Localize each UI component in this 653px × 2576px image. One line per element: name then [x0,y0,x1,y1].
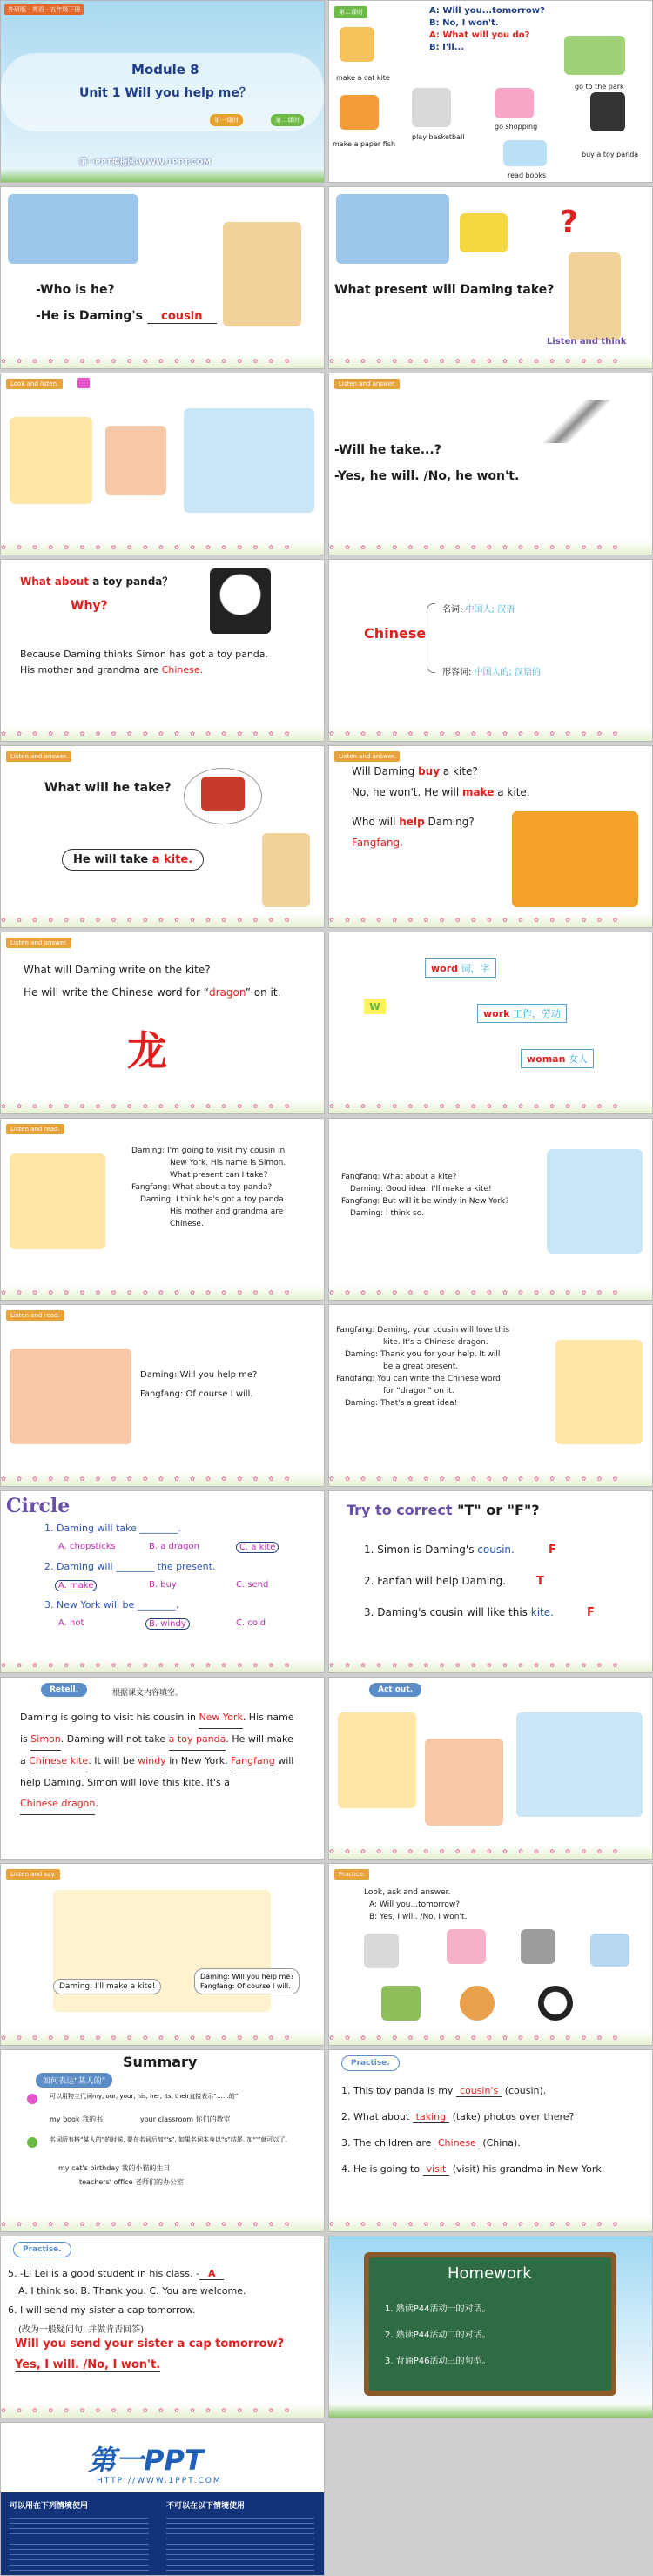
ppt-logo: 第一PPT [88,2444,204,2477]
answer-reply: Yes, I will. /No, I won't. [15,2358,161,2371]
cat-kite-image [340,27,374,62]
slide-true-false: Try to correct "T" or "F"? 1. Simon is Daming's cousin. F 2. Fanfan will help Daming. T 3. Daming's cousin will like this kite. F ✿ ✿ ✿ ✿ ✿ ✿ ✿ ✿ ✿ ✿ ✿ ✿ ✿ ✿ ✿ ✿ ✿ ✿ ✿ [328,1490,653,1673]
summary-point-2: 名词所有格“某人的”的时候, 要在名词后加“'s”, 如果名词本身以“s”结尾, 加“'”就可以了。 [50,2136,292,2143]
because-line: Because Daming thinks Simon has got a toy panda. [20,649,269,660]
park-image [564,36,625,75]
disallowed-heading: 不可以在以下情境使用 [166,2502,246,2511]
why-label: Why? [71,599,108,613]
word-card-3: woman 女人 [521,1049,594,1068]
tf-q1: 1. Simon is Daming's cousin. [364,1544,515,1556]
tf-answer: F [549,1544,556,1557]
unit-title: Unit 1 Will you help me？ [79,86,252,100]
question-mark-icon: ? [560,205,578,240]
example: your classroom 你们的教室 [140,2115,231,2123]
slide-homework [328,2236,653,2418]
choose-q5: 5. -Li Lei is a good student in his class. - A [8,2268,224,2280]
computer-image [590,1934,629,1967]
question-3: 3. New York will be ________. [44,1599,179,1611]
answer-fill: cousin [147,310,217,324]
activity-label: go to the park [575,83,624,91]
family-line: His mother and grandma are Chinese. [20,664,204,676]
fill-q4: 4. He is going to visit (visit) his grandma in New York. [341,2163,605,2175]
dialog-line: B: I'll... [429,43,465,52]
blackboard [369,2257,611,2391]
slide-practise-fill: Practise. 1. This toy panda is my cousin's (cousin). 2. What about taking (take) photos over there? 3. The children are Chinese (China). 4. He is going to visit (visit) his grandma in New York. ✿ ✿ ✿ ✿ ✿ ✿ ✿ ✿ ✿ ✿ ✿ ✿ ✿ ✿ ✿ ✿ ✿ ✿ ✿ [328,2049,653,2232]
noun-line: 名词: 中国人; 汉语 [442,605,515,615]
scene-image-1 [10,417,92,504]
listen-think-label: Listen and think [547,337,627,346]
bullet-icon [27,2094,37,2104]
dragon-kite-image [201,777,245,811]
blackboard-frame [364,2252,616,2396]
grass [1,168,324,182]
books-image [381,1986,421,2021]
slide-summary: Summary 如何表达“某人的” 可以用物主代词my, our, your, his, her, its, their直接表示“……的” my book 我的书 your classroom 你们的教室 名词所有格“某人的”的时候, 要在名词后加“'s”, 如果名词本身以“s”结尾, 加“'”就可以了。 my cat's birthday 我的小猫的生日 teachers' office 老师们的办公室 ✿ ✿ ✿ ✿ ✿ ✿ ✿ ✿ ✿ ✿ ✿ ✿ ✿ ✿ ✿ ✿ ✿ ✿ ✿ [0,2049,325,2232]
answer-name: Fangfang. [352,837,403,849]
question: -Will he take...? [334,443,441,457]
a-make: No, he won't. He will make a kite. [352,786,530,798]
slide-title [0,0,325,183]
slide-activities [328,0,653,183]
activity-label: make a cat kite [336,74,390,82]
video-icon[interactable] [77,378,90,388]
option-selected[interactable]: C. a kite [236,1542,279,1553]
slide-make-kite: Listen and answer. Will Daming buy a kite? No, he won't. He will make a kite. Who will help Daming? Fangfang. ✿ ✿ ✿ ✿ ✿ ✿ ✿ ✿ ✿ ✿ ✿ ✿ ✿ ✿ ✿ ✿ ✿ ✿ ✿ [328,745,653,928]
scene-image-2 [105,426,166,495]
dialog-text: Fangfang: What about a kite? Daming: Good idea! I'll make a kite! Fangfang: But will it be windy in New York? Daming: I think so. [341,1173,509,1218]
homework-item: 2. 熟读P44活动二的对话。 [385,2331,491,2340]
fish-image [340,95,379,130]
slide-look-listen: Look and listen. ✿ ✿ ✿ ✿ ✿ ✿ ✿ ✿ ✿ ✿ ✿ ✿ ✿ ✿ ✿ ✿ ✿ ✿ ✿ [0,373,325,555]
question-1: 1. Daming will take ________. [44,1523,181,1534]
dragon-character: 龙 [127,1027,167,1074]
option[interactable]: A. hot [58,1618,84,1628]
brand-tag: 外研版 · 英语 · 五年级下册 [4,4,84,15]
lesson-2-button[interactable]: 第二课时 [271,114,304,126]
tf-title: Try to correct "T" or "F"? [347,1502,540,1518]
section-tag: Listen and answer. [334,379,400,389]
example: my book 我的书 [50,2115,104,2123]
tf-q3: 3. Daming's cousin will like this kite. [364,1606,554,1618]
question: What will he take? [44,781,172,795]
slide-who: -Who is he? -He is Daming's cousin ✿ ✿ ✿ ✿ ✿ ✿ ✿ ✿ ✿ ✿ ✿ ✿ ✿ ✿ ✿ ✿ ✿ ✿ ✿ [0,186,325,369]
choose-hint: (改为一般疑问句, 并做肯否回答) [18,2325,145,2335]
speech-bubble-1: Daming: I'll make a kite! [53,1979,161,1994]
slide-w-words: w word 词，字 work 工作，劳动 woman 女人 ✿ ✿ ✿ ✿ ✿ ✿ ✿ ✿ ✿ ✿ ✿ ✿ ✿ ✿ ✿ ✿ ✿ ✿ ✿ [328,932,653,1114]
act-out-pill: Act out. [369,1683,421,1697]
option[interactable]: B. buy [149,1580,177,1590]
slide-act-out: Act out. ✿ ✿ ✿ ✿ ✿ ✿ ✿ ✿ ✿ ✿ ✿ ✿ ✿ ✿ ✿ ✿ ✿ ✿ ✿ [328,1677,653,1860]
retell-hint: 根据课文内容填空。 [112,1689,184,1698]
books-image [503,140,547,166]
option[interactable]: A. chopsticks [58,1542,116,1551]
city-image [336,194,449,264]
activity-label: make a paper fish [333,140,396,148]
slide-chinese-word: Chinese 名词: 中国人; 汉语 形容词: 中国人的; 汉语的 ✿ ✿ ✿ ✿ ✿ ✿ ✿ ✿ ✿ ✿ ✿ ✿ ✿ ✿ ✿ ✿ ✿ ✿ ✿ [328,559,653,742]
tf-q2: 2. Fanfan will help Daming. [364,1575,507,1587]
act-image-3 [516,1712,643,1817]
slide-retell [0,1677,325,1860]
adj-line: 形容词: 中国人的; 汉语的 [442,668,542,677]
brace [427,603,435,673]
slide-read-4: Fangfang: Daming, your cousin will love this kite. It's a Chinese dragon. Daming: Thank you for your help. It will be a great present. Fangfang: You can write the Chinese word for “dragon” on it. Daming: That's a great idea! ✿ ✿ ✿ ✿ ✿ ✿ ✿ ✿ ✿ ✿ ✿ ✿ ✿ ✿ ✿ ✿ ✿ ✿ ✿ [328,1304,653,1487]
scene-image-3 [184,408,314,513]
shopping-image [495,88,534,118]
panda-image [590,92,625,131]
example: my cat's birthday 我的小猫的生日 [58,2164,171,2172]
act-image-1 [338,1712,416,1808]
homework-item: 1. 熟读P44活动一的对话。 [385,2304,491,2314]
retell-pill: Retell. [41,1683,87,1697]
q-help: Who will help Daming? [352,816,475,828]
q-buy: Will Daming buy a kite? [352,765,478,777]
option[interactable]: C. cold [236,1618,266,1628]
disallowed-list [166,2513,314,2571]
slide-practise-choose: Practise. 5. -Li Lei is a good student in his class. - A A. I think so. B. Thank you. C. You are welcome. 6. I will send my sister a cap tomorrow. (改为一般疑问句, 并做肯否回答) Will you send your sister a cap tomorrow? Yes, I will. /No, I won't. ✿ ✿ ✿ ✿ ✿ ✿ ✿ ✿ ✿ ✿ ✿ ✿ ✿ ✿ ✿ ✿ ✿ ✿ ✿ [0,2236,325,2418]
watermark: 第一PPT模板网-WWW.1PPT.COM [79,158,212,167]
option-selected[interactable]: B. windy [145,1618,190,1630]
allowed-heading: 可以用在下列情境使用 [10,2502,89,2511]
word-card-1: word 词，字 [425,958,496,978]
slide-read-1: Listen and read. Daming: I'm going to visit my cousin in New York. His name is Simon. What present can I take? Fangfang: What about a toy panda? Daming: I think he's got a toy panda. His mother and grandma are Chinese. ✿ ✿ ✿ ✿ ✿ ✿ ✿ ✿ ✿ ✿ ✿ ✿ ✿ ✿ ✿ ✿ ✿ ✿ ✿ [0,1118,325,1301]
summary-title: Summary [123,2054,198,2070]
section-tag: Look and listen. [6,379,63,389]
dialog-image [555,1340,643,1444]
act-image-2 [425,1739,503,1826]
activity-label: read books [508,172,547,179]
item-image [447,1929,486,1964]
slide-credits [0,2422,325,2576]
kite-making-image [512,811,638,907]
dialog-text: Daming: I'm going to visit my cousin in New York. His name is Simon. What present can I take? Fangfang: What about a toy panda? Daming: I think he's got a toy panda. His mother and grandma are Chinese. [131,1147,286,1228]
fill-q1: 1. This toy panda is my cousin's (cousin). [341,2085,547,2096]
lesson-1-button[interactable]: 第一课时 [210,114,243,126]
answer-bubble: He will take a kite. [62,849,204,871]
section-tag: Practice. [334,1869,369,1880]
homework-title: Homework [448,2264,532,2283]
example: teachers' office 老师们的办公室 [79,2178,185,2186]
activity-label: play basketball [412,133,465,141]
slide-present: ? What present will Daming take? Listen and think ✿ ✿ ✿ ✿ ✿ ✿ ✿ ✿ ✿ ✿ ✿ ✿ ✿ ✿ ✿ ✿ ✿ ✿ ✿ [328,186,653,369]
fill-q3: 3. The children are Chinese (China). [341,2137,521,2149]
dialog-image [10,1349,131,1444]
activity-label: go shopping [495,123,538,131]
practice-text: Look, ask and answer. A: Will you...tomorrow? B: Yes, I will. /No, I won't. [364,1888,468,1921]
summary-point-1: 可以用物主代词my, our, your, his, her, its, their直接表示“……的” [50,2093,239,2100]
answer-question: Will you send your sister a cap tomorrow? [15,2337,285,2351]
practise-pill: Practise. [13,2242,71,2257]
question: What present will Daming take? [334,283,555,297]
speech-bubble-2: Daming: Will you help me? Fangfang: Of course I will. [194,1968,300,1994]
item-image [364,1934,399,1968]
dialog-text: Daming: Will you help me? Fangfang: Of course I will. [140,1370,258,1399]
section-tag: Listen and read. [6,1310,64,1321]
retell-text: Daming is going to visit his cousin in New York. His name is Simon. Daming will not take a toy panda. He will make a Chinese kite. It will be windy in New York. Fangfang will help Daming. Simon will love this kite. It's a Chinese dragon. [20,1707,299,1815]
dialog-text: Fangfang: Daming, your cousin will love this kite. It's a Chinese dragon. Daming: Thank you for your help. It will be a great present. Fangfang: You can write the Chinese word for “dragon” on it. Daming: That's a great idea! [336,1326,510,1408]
question: What will Daming write on the kite? [24,964,211,976]
tf-answer: T [536,1575,544,1588]
option[interactable]: B. a dragon [149,1542,199,1551]
dialog-line: A: What will you do? [429,30,530,40]
question: -Who is he? [36,283,115,297]
city-image [8,194,138,264]
section-tag: Listen and answer. [6,938,71,948]
summary-heading: 如何表达“某人的” [36,2073,112,2088]
slide-listen-say: Listen and say. Daming: I'll make a kite! Daming: Will you help me? Fangfang: Of course I will. ✿ ✿ ✿ ✿ ✿ ✿ ✿ ✿ ✿ ✿ ✿ ✿ ✿ ✿ ✿ ✿ ✿ ✿ ✿ [0,1863,325,2046]
letter-w: w [364,999,386,1014]
section-tag: Listen and read. [6,1124,64,1134]
pen-image [529,400,625,443]
section-tag: Listen and say. [6,1869,60,1880]
boy-image [569,252,621,340]
slide-what-take: Listen and answer. What will he take? He will take a kite. ✿ ✿ ✿ ✿ ✿ ✿ ✿ ✿ ✿ ✿ ✿ ✿ ✿ ✿ ✿ ✿ ✿ ✿ ✿ [0,745,325,928]
panda-image [210,568,271,634]
dialog-image [547,1149,643,1254]
slide-practice-ask: Practice. Look, ask and answer. A: Will you...tomorrow? B: Yes, I will. /No, I won't. ✿ ✿ ✿ ✿ ✿ ✿ ✿ ✿ ✿ ✿ ✿ ✿ ✿ ✿ ✿ ✿ ✿ ✿ ✿ [328,1863,653,2046]
empty-cell [328,2422,653,2576]
question-2: 2. Daming will ________ the present. [44,1561,216,1572]
boy-image [223,222,301,326]
choose-options: A. I think so. B. Thank you. C. You are welcome. [18,2285,246,2297]
tv-image [521,1929,555,1964]
slide-why-panda: What about a toy panda？ Why? Because Daming thinks Simon has got a toy panda. His mother and grandma are Chinese. ✿ ✿ ✿ ✿ ✿ ✿ ✿ ✿ ✿ ✿ ✿ ✿ ✿ ✿ ✿ ✿ ✿ ✿ ✿ [0,559,325,742]
dialog-line: A: Will you...tomorrow? [429,6,545,16]
slide-read-3: Listen and read. Daming: Will you help me? Fangfang: Of course I will. ✿ ✿ ✿ ✿ ✿ ✿ ✿ ✿ ✿ ✿ ✿ ✿ ✿ ✿ ✿ ✿ ✿ ✿ ✿ [0,1304,325,1487]
dialog-line: B: No, I won't. [429,18,499,28]
gift-image [460,213,508,252]
site-url[interactable]: HTTP://WWW.1PPT.COM [97,2477,222,2485]
vocab-word: Chinese [364,625,427,642]
what-about-line: What about a toy panda？ [20,575,173,588]
activity-label: buy a toy panda [582,151,639,158]
option[interactable]: C. send [236,1580,269,1590]
section-tag: Listen and answer. [334,751,400,762]
practise-pill: Practise. [341,2055,400,2071]
choose-q6: 6. I will send my sister a cap tomorrow. [8,2304,196,2316]
slide-write-kite: Listen and answer. What will Daming write on the kite? He will write the Chinese word for “dragon” on it. 龙 ✿ ✿ ✿ ✿ ✿ ✿ ✿ ✿ ✿ ✿ ✿ ✿ ✿ ✿ ✿ ✿ ✿ ✿ ✿ [0,932,325,1114]
lesson-tag: 第二课时 [334,6,367,18]
dialog-image [10,1153,105,1249]
slide-read-2: Fangfang: What about a kite? Daming: Good idea! I'll make a kite! Fangfang: But will it be windy in New York? Daming: I think so. ✿ ✿ ✿ ✿ ✿ ✿ ✿ ✿ ✿ ✿ ✿ ✿ ✿ ✿ ✿ ✿ ✿ ✿ ✿ [328,1118,653,1301]
slide-circle: Circle 1. Daming will take ________. A. chopsticks B. a dragon C. a kite 2. Daming will ________ the present. A. make B. buy C. send 3. New York will be ________. A. hot B. windy C. cold ✿ ✿ ✿ ✿ ✿ ✿ ✿ ✿ ✿ ✿ ✿ ✿ ✿ ✿ ✿ ✿ ✿ ✿ ✿ [0,1490,325,1673]
answer: He will write the Chinese word for “dragon” on it. [24,986,281,999]
module-title: Module 8 [131,62,199,77]
tf-answer: F [587,1606,595,1619]
slide-will-he-take: Listen and answer. -Will he take...? -Yes, he will. /No, he won't. ✿ ✿ ✿ ✿ ✿ ✿ ✿ ✿ ✿ ✿ ✿ ✿ ✿ ✿ ✿ ✿ ✿ ✿ ✿ [328,373,653,555]
football-image [538,1986,573,2021]
hamburger-image [460,1986,495,2021]
circle-title: Circle [6,1495,71,1517]
bullet-icon [27,2137,37,2148]
section-tag: Listen and answer. [6,751,71,762]
basketball-image [412,88,451,127]
option-selected[interactable]: A. make [55,1580,97,1591]
allowed-list [10,2513,149,2571]
homework-item: 3. 背诵P46活动三的句型。 [385,2357,491,2366]
word-card-2: work 工作，劳动 [477,1004,567,1023]
boy-image [262,833,310,907]
answer: -Yes, he will. /No, he won't. [334,469,520,483]
fill-q2: 2. What about taking (take) photos over there? [341,2111,575,2122]
answer-line: -He is Daming's cousin [36,309,217,324]
